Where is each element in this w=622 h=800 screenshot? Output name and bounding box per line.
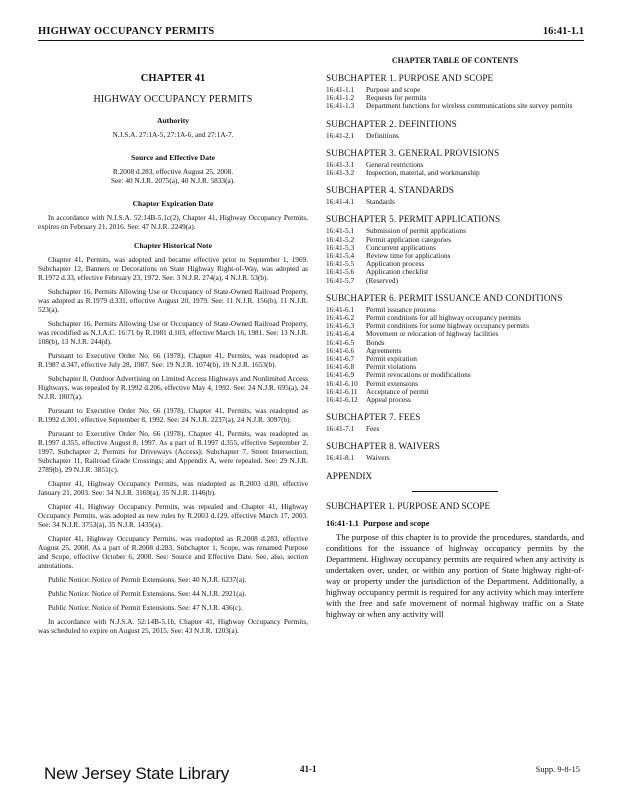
toc-entry-title: Waivers — [366, 453, 390, 463]
history-paragraph: Public Notice: Notice of Permit Extensions. See: 44 N.J.R. 2921(a). — [48, 589, 247, 598]
toc-entry-title: Permit violations — [366, 362, 417, 372]
toc-entry-title: Movement or relocation of highway facilities — [366, 329, 499, 339]
section-heading — [326, 519, 584, 528]
history-heading: Chapter Historical Note — [134, 241, 212, 250]
toc-entry-title: Application process — [366, 259, 425, 269]
toc-section-list — [326, 198, 584, 206]
authority-heading: Authority — [156, 116, 190, 125]
source-heading: Source and Effective Date — [130, 153, 215, 162]
toc-entry — [326, 277, 584, 285]
toc-entry-title: Standards — [366, 197, 395, 207]
history-paragraph: Chapter 41, Highway Occupancy Permits, was readopted as R.2008 d.283, effective August 25, 2008. As a part of R.2008 d.283, Subchapter 1, Scope, was renamed Purpose and Scope, effective October 6, 2008. See: Source and Effective Date. See, also, section annotations. — [38, 534, 308, 570]
toc-subchapter-heading: SUBCHAPTER 1. PURPOSE AND SCOPE — [326, 73, 494, 83]
page-number: 41-1 — [300, 764, 317, 774]
toc-entry-title: Permit application categories — [366, 234, 452, 244]
toc-entry-title: Department functions for wireless communications site survey permits — [366, 101, 573, 111]
expiration-heading: Chapter Expiration Date — [132, 199, 214, 208]
toc-entry-title: Concurrent applications — [366, 242, 436, 252]
toc-entry-number: 16:41-6.5 — [326, 337, 355, 347]
toc-entry-number: 16:41-6.2 — [326, 313, 355, 323]
toc-entry — [326, 198, 584, 206]
history-paragraph: Chapter 41, Highway Occupancy Permits, was repealed and Chapter 41, Highway Occupancy Permits, was adopted as new rules by R.2003 d.129, effective March 17, 2003. See: 34 N.J.R. 3753(a), 35 N.J.R. 1435(a). — [38, 502, 308, 529]
toc-subchapter-heading: SUBCHAPTER 5. PERMIT APPLICATIONS — [326, 214, 501, 225]
toc-entry-number: 16:41-6.4 — [326, 329, 355, 339]
toc-entry-number: 16:41-4.1 — [326, 197, 355, 207]
toc-entry — [326, 347, 584, 355]
toc-entry — [326, 86, 584, 94]
toc-entry-number: 16:41-5.2 — [326, 234, 355, 244]
header-title: HIGHWAY OCCUPANCY PERMITS — [38, 26, 215, 37]
toc-entry — [326, 355, 584, 363]
toc-section-list — [326, 227, 584, 284]
history-paragraph: Pursuant to Executive Order No. 66 (1978), Chapter 41, Permits, was readopted as R.1987 d.347, effective July 28, 1987. See: 19 N.J.R. 1074(b), 19 N.J.R. 1653(b). — [38, 351, 308, 369]
toc-entry-title: Appeal process — [366, 395, 411, 405]
toc-entry-title: Bonds — [366, 337, 385, 347]
library-name: New Jersey State Library — [44, 764, 230, 783]
right-column — [326, 56, 584, 620]
toc-section-list — [326, 425, 584, 433]
toc-entry-title: Permit issuance process — [366, 304, 436, 314]
history-paragraph: Subchapter 16, Permits Allowing Use or Occupancy of State-Owned Railroad Property, was recodified as N.J.A.C. 16:71 by R.1981 d.103, effective March 16, 1981. See: 13 N.J.R. 108(b), 13 N.J.R. 244(d). — [38, 319, 308, 346]
toc-entry-number: 16:41-5.4 — [326, 251, 355, 261]
history-paragraph: Chapter 41, Permits, was adopted and became effective prior to September 1, 1969. Subchapter 12, Banners or Decorations on State Highway Right-of-Way, was adopted as R.1972 d.33, effective February 23, 1972. See: 3 N.J.R. 274(a), 4 N.J.R. 53(b). — [38, 255, 308, 282]
toc-entry — [326, 260, 584, 268]
toc-groups — [326, 74, 584, 463]
toc-section-list — [326, 161, 584, 177]
toc-section-list — [326, 86, 584, 111]
toc-entry — [326, 252, 584, 260]
toc-entry-title: Purpose and scope — [366, 85, 421, 94]
toc-entry — [326, 169, 584, 177]
toc-entry-title: Inspection, material, and workmanship — [366, 168, 480, 178]
running-header — [38, 24, 584, 41]
toc-entry — [326, 454, 584, 462]
chapter-title: HIGHWAY OCCUPANCY PERMITS — [93, 94, 253, 105]
toc-entry — [326, 102, 584, 110]
expiration-text: In accordance with N.J.S.A. 52:14B-5.1c(2), Chapter 41, Highway Occupancy Permits, expires on February 21, 2016. See: 47 N.J.R. 2249(a). — [38, 213, 308, 231]
authority-text: N.J.S.A. 27:1A-5, 27:1A-6, and 27:1A-7. — [112, 130, 234, 139]
history-paragraph: Public Notice: Notice of Permit Extensions. See: 40 N.J.R. 6237(a). — [48, 575, 247, 584]
toc-entry-number: 16:41-5.6 — [326, 267, 355, 277]
history-paragraph: Pursuant to Executive Order No. 66 (1978), Chapter 41, Permits, was readopted as R.1992 d.301, effective September 8, 1992. See: 24 N.J.R. 2237(a), 24 N.J.R. 3097(b). — [38, 406, 308, 424]
toc-entry-number: 16:41-6.1 — [326, 304, 355, 314]
source-line-1: R.2008 d.283, effective August 25, 2008. — [112, 167, 234, 176]
toc-entry-title: Agreements — [366, 345, 402, 355]
toc-entry-title: Application checklist — [366, 267, 429, 277]
toc-section-list — [326, 132, 584, 140]
toc-subchapter-heading: SUBCHAPTER 2. DEFINITIONS — [326, 118, 457, 129]
toc-entry-title: Permit conditions for some highway occupancy permits — [366, 321, 529, 331]
toc-entry-number: 16:41-5.3 — [326, 242, 355, 252]
toc-entry — [326, 371, 584, 379]
toc-entry-number: 16:41-1.2 — [326, 93, 355, 103]
toc-entry — [326, 236, 584, 244]
toc-entry — [326, 244, 584, 252]
history-paragraph: Public Notice: Notice of Permit Extensions. See: 47 N.J.R. 436(c). — [48, 603, 243, 612]
toc-entry-title: Submission of permit applications — [366, 226, 466, 236]
left-column — [38, 56, 308, 635]
toc-entry-title: Permit revocations or modifications — [366, 370, 471, 380]
toc-entry — [326, 339, 584, 347]
source-line-2: See: 40 N.J.R. 2075(a), 40 N.J.R. 5833(a). — [110, 176, 236, 185]
toc-entry-title: Permit extensions — [366, 378, 419, 388]
history-paragraph: In accordance with N.J.S.A. 52:14B-5.1b, Chapter 41, Highway Occupancy Permits, was scheduled to expire on August 25, 2015. See: 43 N.J.R. 1203(a). — [38, 617, 308, 635]
toc-entry — [326, 388, 584, 396]
toc-subchapter-heading: SUBCHAPTER 6. PERMIT ISSUANCE AND CONDITIONS — [326, 292, 563, 303]
toc-entry-title: Acceptance of permit — [366, 386, 429, 396]
toc-entry-number: 16:41-3.1 — [326, 159, 355, 169]
section-subchapter-title: SUBCHAPTER 1. PURPOSE AND SCOPE — [326, 500, 491, 511]
toc-entry-number: 16:41-1.1 — [326, 85, 355, 94]
toc-subchapter-heading: SUBCHAPTER 4. STANDARDS — [326, 185, 454, 196]
toc-entry — [326, 396, 584, 404]
toc-appendix: APPENDIX — [326, 470, 373, 481]
toc-entry-number: 16:41-5.1 — [326, 226, 355, 236]
chapter-number: CHAPTER 41 — [140, 73, 206, 84]
toc-entry — [326, 132, 584, 140]
toc-entry — [326, 380, 584, 388]
toc-entry-title: General restrictions — [366, 159, 424, 169]
history-paragraph: Subchapter 8, Outdoor Advertising on Limited Access Highways and Nonlimited Access Highways, was repealed by R.1992 d.206, effective May 4, 1992. See: 24 N.J.R. 695(a), 24 N.J.R. 1807(a). — [38, 374, 308, 401]
toc-section-list — [326, 454, 584, 462]
toc-entry-number: 16:41-6.10 — [326, 378, 358, 388]
toc-entry-number: 16:41-6.9 — [326, 370, 355, 380]
toc-entry-number: 16:41-5.5 — [326, 259, 355, 269]
header-section-number: 16:41-1.1 — [542, 26, 584, 37]
toc-entry-title: Permit expiration — [366, 354, 417, 364]
toc-entry-number: 16:41-6.6 — [326, 345, 355, 355]
toc-entry-title: Definitions — [366, 130, 399, 140]
history-paragraph: Subchapter 16, Permits Allowing Use or Occupancy of State-Owned Railroad Property, was adopted as R.1979 d.331, effective August 20, 1979. See: 11 N.J.R. 156(b), 11 N.J.R. 523(a). — [38, 287, 308, 314]
history-paragraph: Chapter 41, Highway Occupancy Permits, was readopted as R.2003 d.80, effective January 21, 2003. See: 34 N.J.R. 3169(a), 35 N.J.R. 1146(b). — [38, 479, 308, 497]
section-number: 16:41-1.1 — [326, 518, 359, 528]
toc-entry-title: Fees — [366, 424, 380, 434]
toc-subchapter-heading: SUBCHAPTER 8. WAIVERS — [326, 441, 440, 452]
toc-entry-number: 16:41-6.3 — [326, 321, 355, 331]
toc-entry — [326, 227, 584, 235]
toc-entry — [326, 268, 584, 276]
section-name: Purpose and scope — [362, 518, 430, 528]
toc-entry-number: 16:41-6.7 — [326, 354, 355, 364]
supplement-date: Supp. 9-8-15 — [535, 764, 580, 774]
toc-subchapter-heading: SUBCHAPTER 3. GENERAL PROVISIONS — [326, 147, 500, 158]
toc-entry-number: 16:41-6.11 — [326, 386, 358, 396]
toc-entry-title: (Reserved) — [366, 275, 399, 285]
history-paragraph: Pursuant to Executive Order No. 66 (1978), Chapter 41, Permits, was readopted as R.1997 d.355, effective August 8, 1997. As a part of R.1997 d.355, effective September 2, 1997, Subchapter 2, Permits for Driveways (Access); Subchapter 7, Street Intersection; Subchapter 11, Railroad Grade Crossings; and Appendix A, were repealed. See: 29 N.J.R. 2789(b), 29 N.J.R. 3851(c). — [38, 429, 308, 474]
toc-title: CHAPTER TABLE OF CONTENTS — [391, 56, 519, 65]
toc-entry-number: 16:41-6.12 — [326, 395, 358, 405]
toc-section-list — [326, 306, 584, 404]
toc-entry-number: 16:41-1.3 — [326, 101, 355, 111]
toc-entry-number: 16:41-3.2 — [326, 168, 355, 178]
toc-entry-number: 16:41-6.8 — [326, 362, 355, 372]
toc-entry-title: Permit conditions for all highway occupancy permits — [366, 313, 521, 323]
toc-entry-number: 16:41-2.1 — [326, 130, 355, 140]
toc-entry-number: 16:41-5.7 — [326, 275, 355, 285]
section-divider — [412, 491, 498, 492]
section-body: The purpose of this chapter is to provide the procedures, standards, and conditions for the issuance of highway occupancy permits by the Department. Highway occupancy permits are required when any activity is undertaken over, under, or within any portion of State highway right-of-way or property under the jurisdiction of the Department. Additionally, a highway occupancy permit is required for any activity which may interfere with the free and safe movement of normal highway traffic on a State highway or when any activity will — [326, 531, 584, 620]
toc-entry-title: Requests for permits — [366, 93, 427, 103]
toc-entry-number: 16:41-7.1 — [326, 424, 355, 434]
toc-subchapter-heading: SUBCHAPTER 7. FEES — [326, 412, 421, 423]
toc-entry-title: Review time for applications — [366, 251, 451, 261]
toc-entry — [326, 330, 584, 338]
toc-entry-number: 16:41-8.1 — [326, 453, 355, 463]
toc-entry — [326, 425, 584, 433]
